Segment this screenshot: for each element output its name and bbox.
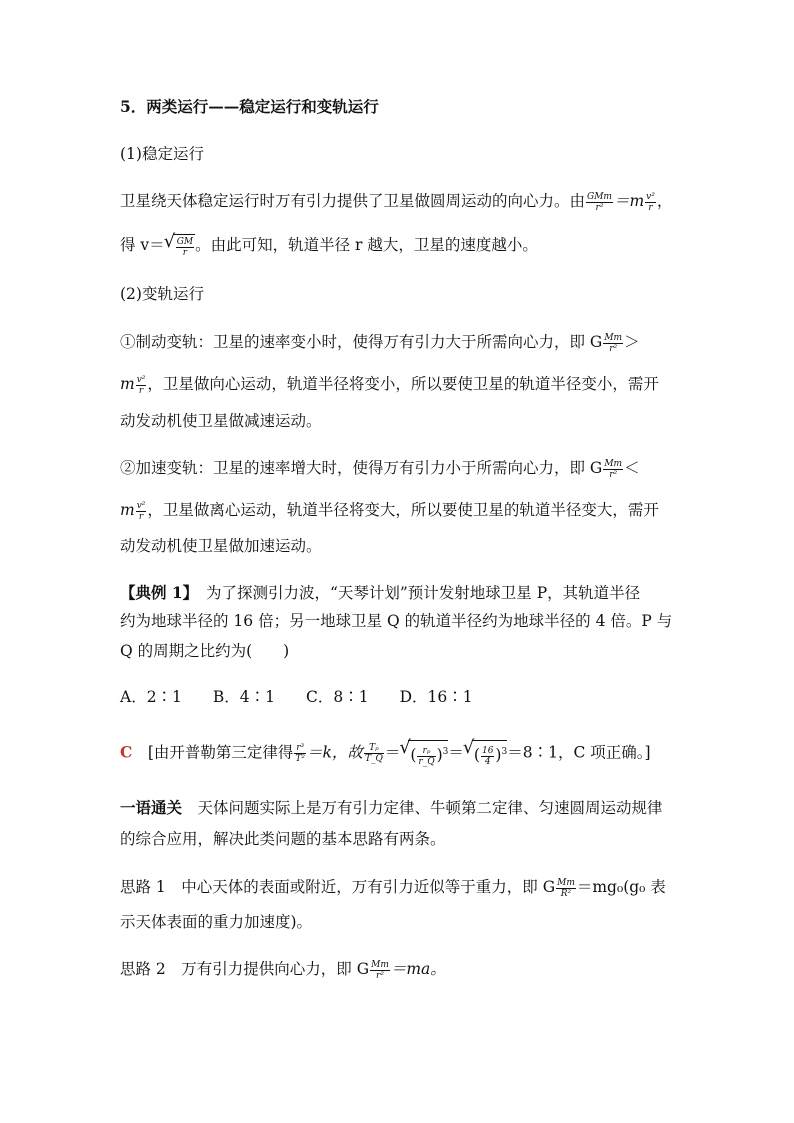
text-segment: ，	[656, 192, 673, 210]
fraction-numerator: Mm	[557, 877, 575, 888]
sqrt-gm-r	[173, 234, 195, 258]
exponent: 3	[442, 747, 449, 757]
text-segment: ＝mg₀(g₀ 表	[576, 878, 666, 896]
accel-transfer-line-2	[120, 499, 659, 522]
text-segment: 得 v＝	[120, 236, 165, 254]
text-segment: [由开普勒第三定律得	[132, 743, 294, 762]
sqrt-16-4-cubed: √ ( $\frac{16}{4}$ )$^3$	[472, 740, 507, 767]
fraction-denominator: r	[648, 202, 653, 213]
fraction-rp-rq	[417, 746, 435, 767]
subsection-title-transfer: (2)变轨运行	[120, 285, 204, 303]
fraction-numerator: GMm	[587, 191, 612, 202]
fraction-tp-tq	[364, 743, 384, 764]
accel-transfer-line-1	[120, 457, 640, 480]
fraction-numerator: √ GM	[176, 236, 194, 247]
text-segment: ＝	[384, 743, 401, 762]
idea1-line-1	[120, 876, 666, 899]
example-line-3: Q 的周期之比约为( )	[120, 642, 290, 660]
text-segment: ＝ma。	[390, 960, 446, 978]
text-segment: ＝8∶1，C 项正确。]	[507, 743, 651, 762]
fraction-denominator: 4	[484, 756, 491, 767]
section-heading: 5．两类运行——稳定运行和变轨运行	[120, 97, 379, 116]
fraction-denominator: r_Q	[418, 756, 435, 767]
fraction-mm-r2	[370, 960, 390, 981]
fraction-denominator: r²	[595, 202, 604, 213]
fraction-numerator: Mm	[604, 332, 623, 343]
example-options: A．2∶1 B．4∶1 C．8∶1 D．16∶1	[120, 688, 473, 706]
answer-letter: C	[120, 742, 133, 762]
text-segment: 卫星绕天体稳定运行时万有引力提供了卫星做圆周运动的向心力。由	[120, 192, 586, 210]
fraction-numerator: 16	[481, 745, 494, 756]
fraction-v2-r	[645, 192, 656, 213]
fraction-denominator: R²	[560, 888, 572, 899]
fraction-denominator: T²	[295, 753, 306, 764]
fraction-denominator: r	[138, 385, 144, 396]
fraction-numerator: v²	[136, 500, 146, 511]
fraction-denominator: r	[138, 511, 144, 522]
fraction-mm-r2	[603, 333, 623, 354]
fraction-mm-r2	[603, 459, 623, 480]
text-segment: 天体问题实际上是万有引力定律、牛顿第二定律、匀速圆周运动规律	[182, 799, 663, 817]
fraction-numerator: rₚ	[417, 746, 435, 757]
example-line-1	[120, 582, 640, 604]
fraction-numerator: Tₚ	[364, 743, 384, 754]
text-segment: ②加速变轨：卫星的速率增大时，使得万有引力小于所需向心力，即 G	[120, 459, 603, 477]
subsection-title-stable: (1)稳定运行	[120, 145, 204, 163]
example-line-2: 约为地球半径的 16 倍；另一地球卫星 Q 的轨道半径约为地球半径的 4 倍。P 与	[120, 612, 673, 630]
fraction-denominator: r	[182, 247, 188, 258]
summary-line-2: 的综合应用，解决此类问题的基本思路有两条。	[120, 830, 446, 848]
text-segment: ＝k，故	[307, 743, 363, 762]
accel-transfer-line-3: 动发动机使卫星做加速运动。	[120, 537, 322, 555]
example-tag: 【典例 1】	[120, 583, 191, 602]
text-segment: ①制动变轨：卫星的速率变小时，使得万有引力大于所需向心力，即 G	[120, 333, 603, 351]
fraction-numerator: Mm	[371, 959, 389, 970]
fraction-denominator: r²	[609, 343, 618, 354]
fraction-numerator: v²	[136, 374, 146, 385]
exponent: 3	[501, 747, 508, 757]
fraction-gmm-r2	[586, 192, 613, 213]
stable-text-line-2	[120, 234, 538, 258]
answer-line	[120, 740, 651, 767]
text-segment: 思路 1 中心天体的表面或附近，万有引力近似等于重力，即 G	[120, 878, 556, 896]
brake-transfer-line-3: 动发动机使卫星做减速运动。	[120, 412, 322, 430]
fraction-v2-r	[136, 375, 147, 396]
fraction-denominator: T_Q	[364, 753, 383, 764]
text-segment: 为了探测引力波，“天琴计划”预计发射地球卫星 P，其轨道半径	[190, 584, 641, 602]
fraction-16-4	[481, 746, 494, 767]
fraction-gm-r	[176, 237, 194, 258]
fraction-numerator: v²	[646, 191, 655, 202]
stable-text-line-1	[120, 190, 672, 213]
fraction-denominator: r²	[609, 469, 618, 480]
fraction-numerator: r³	[296, 742, 305, 753]
text-segment: ，卫星做离心运动，轨道半径将变大，所以要使卫星的轨道半径变大，需开	[147, 501, 659, 519]
brake-transfer-line-2	[120, 373, 659, 396]
text-segment: m	[120, 501, 135, 519]
sqrt-rp-rq-cubed: √ ( $\frac{\text{rₚ}}{r\_Q}$ )$^3$	[408, 740, 448, 767]
fraction-v2-r	[136, 501, 147, 522]
text-segment: ，卫星做向心运动，轨道半径将变小，所以要使卫星的轨道半径变小，需开	[147, 375, 659, 393]
idea2-line	[120, 958, 446, 981]
fraction-mm-R2	[556, 878, 576, 899]
fraction-denominator: r²	[376, 970, 384, 981]
brake-transfer-line-1	[120, 331, 640, 354]
text-segment: m	[120, 375, 135, 393]
text-segment: 。由此可知，轨道半径 r 越大，卫星的速度越小。	[195, 236, 538, 254]
fraction-numerator: Mm	[604, 458, 623, 469]
summary-tag: 一语通关	[120, 798, 183, 817]
equation-segment: ＝m	[613, 192, 645, 210]
text-segment: ＝	[448, 743, 464, 762]
summary-line-1	[120, 797, 663, 819]
text-segment: 思路 2 万有引力提供向心力，即 G	[120, 960, 370, 978]
text-segment: ＜	[624, 459, 640, 477]
fraction-r3-t2	[294, 743, 306, 764]
text-segment: ＞	[624, 333, 640, 351]
idea1-line-2: 示天体表面的重力加速度)。	[120, 913, 313, 931]
